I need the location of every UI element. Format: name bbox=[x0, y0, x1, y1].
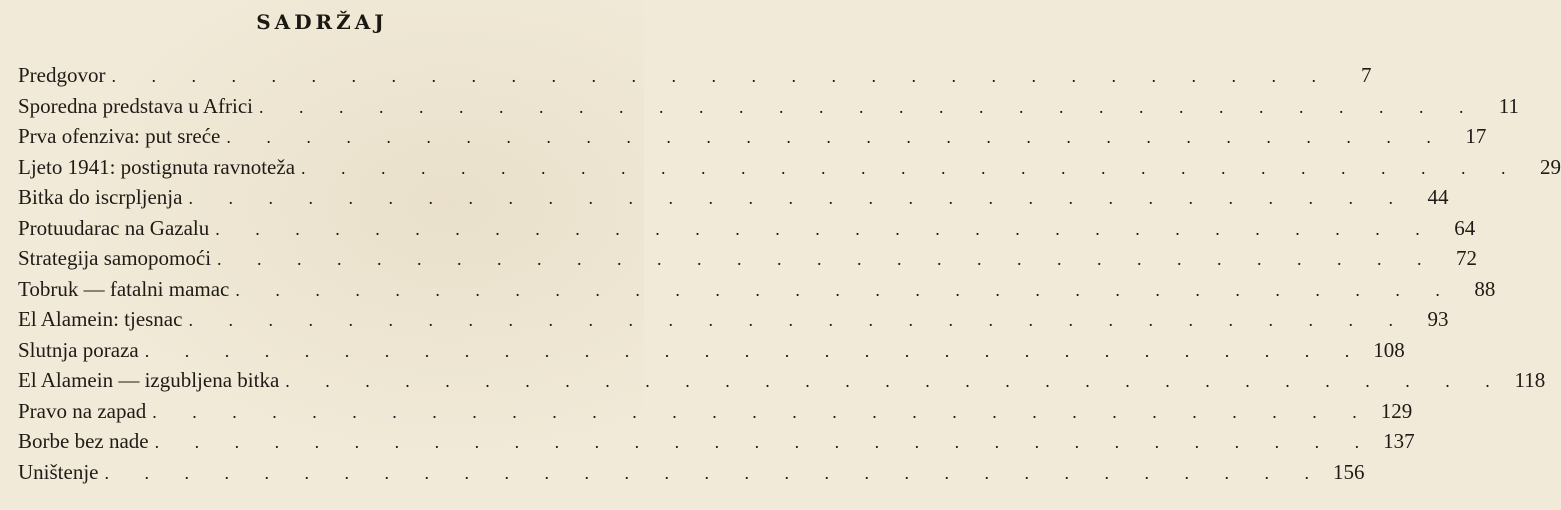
toc-entry bbox=[18, 60, 1372, 91]
toc-entry bbox=[18, 457, 1365, 488]
toc-entry-title: Ljeto 1941: postignuta ravnoteža bbox=[18, 154, 296, 179]
toc-entry bbox=[18, 182, 1449, 213]
dot-leader: . . . . . . . . . . . . . . . . . . . . . . . . . . . . . . . bbox=[104, 462, 1325, 483]
toc-entry-title: Bitka do iscrpljenja bbox=[18, 185, 183, 209]
toc-entry-title: Protuudarac na Gazalu bbox=[18, 215, 210, 240]
dot-leader: . . . . . . . . . . . . . . . . . . . . . . . . . . . . . . . bbox=[188, 310, 1409, 330]
toc-entry bbox=[18, 91, 1520, 122]
toc-entry-page: 156 bbox=[1332, 459, 1365, 484]
toc-entry-title: Tobruk — fatalni mamac bbox=[18, 276, 230, 301]
dot-leader: . . . . . . . . . . . . . . . . . . . . . . . . . . . . . . . bbox=[217, 249, 1438, 269]
dot-leader: . . . . . . . . . . . . . . . . . . . . . . . . . . . . . . . bbox=[154, 432, 1375, 452]
toc-entry-page: 118 bbox=[1514, 368, 1546, 392]
dot-leader: . . . . . . . . . . . . . . . . . . . . . . . . . . . . . . . bbox=[188, 188, 1409, 208]
toc-heading: SADRŽAJ bbox=[256, 10, 388, 34]
toc-entry-title: Predgovor bbox=[18, 63, 106, 87]
toc-entry bbox=[18, 243, 1478, 274]
toc-entry-title: Pravo na zapad bbox=[18, 398, 147, 423]
toc-entry-title: El Alamein: tjesnac bbox=[18, 307, 183, 331]
toc-entry-page: 44 bbox=[1427, 185, 1449, 209]
toc-entry-title: Uništenje bbox=[18, 459, 99, 484]
toc-entry-title: Borbe bez nade bbox=[18, 429, 149, 453]
toc-entry-page: 129 bbox=[1380, 398, 1413, 423]
toc-entry-page: 137 bbox=[1383, 429, 1415, 453]
toc-entry-page: 108 bbox=[1373, 337, 1405, 362]
dot-leader: . . . . . . . . . . . . . . . . . . . . . . . . . . . . . . . bbox=[285, 371, 1506, 391]
toc-entry bbox=[18, 335, 1405, 366]
toc-entry-title: El Alamein — izgubljena bitka bbox=[18, 368, 280, 392]
toc-entry bbox=[18, 365, 1546, 396]
toc-entry-page: 93 bbox=[1427, 307, 1449, 331]
toc-entry bbox=[18, 274, 1496, 305]
toc-entry-page: 88 bbox=[1474, 276, 1496, 301]
toc-entry-page: 11 bbox=[1498, 93, 1520, 118]
toc-entry-page: 64 bbox=[1454, 215, 1476, 240]
toc-entry bbox=[18, 121, 1487, 152]
dot-leader: . . . . . . . . . . . . . . . . . . . . . . . . . . . . . . . bbox=[152, 401, 1373, 422]
toc-entry-title: Prva ofenziva: put sreće bbox=[18, 124, 221, 148]
toc-entry-page: 29 bbox=[1540, 154, 1561, 179]
toc-entry bbox=[18, 152, 1561, 183]
toc-entry-page: 17 bbox=[1465, 124, 1487, 148]
toc-entry bbox=[18, 213, 1476, 244]
toc-entry bbox=[18, 426, 1415, 457]
dot-leader: . . . . . . . . . . . . . . . . . . . . . . . . . . . . . . . bbox=[235, 279, 1456, 300]
dot-leader: . . . . . . . . . . . . . . . . . . . . . . . . . . . . . . . bbox=[259, 96, 1480, 117]
toc-entry bbox=[18, 396, 1413, 427]
dot-leader: . . . . . . . . . . . . . . . . . . . . . . . . . . . . . . . bbox=[144, 340, 1365, 361]
toc-entry-title: Sporedna predstava u Africi bbox=[18, 93, 254, 118]
dot-leader: . . . . . . . . . . . . . . . . . . . . . . . . . . . . . . . bbox=[111, 66, 1332, 86]
dot-leader: . . . . . . . . . . . . . . . . . . . . . . . . . . . . . . . bbox=[226, 127, 1447, 147]
toc-entry-page: 7 bbox=[1361, 63, 1372, 87]
toc-entry bbox=[18, 304, 1449, 335]
dot-leader: . . . . . . . . . . . . . . . . . . . . . . . . . . . . . . . bbox=[301, 157, 1522, 178]
dot-leader: . . . . . . . . . . . . . . . . . . . . . . . . . . . . . . . bbox=[215, 218, 1436, 239]
toc-entry-page: 72 bbox=[1456, 246, 1478, 270]
toc-entry-title: Strategija samopomoći bbox=[18, 246, 212, 270]
toc-entry-title: Slutnja poraza bbox=[18, 337, 139, 362]
table-of-contents bbox=[18, 60, 1561, 487]
